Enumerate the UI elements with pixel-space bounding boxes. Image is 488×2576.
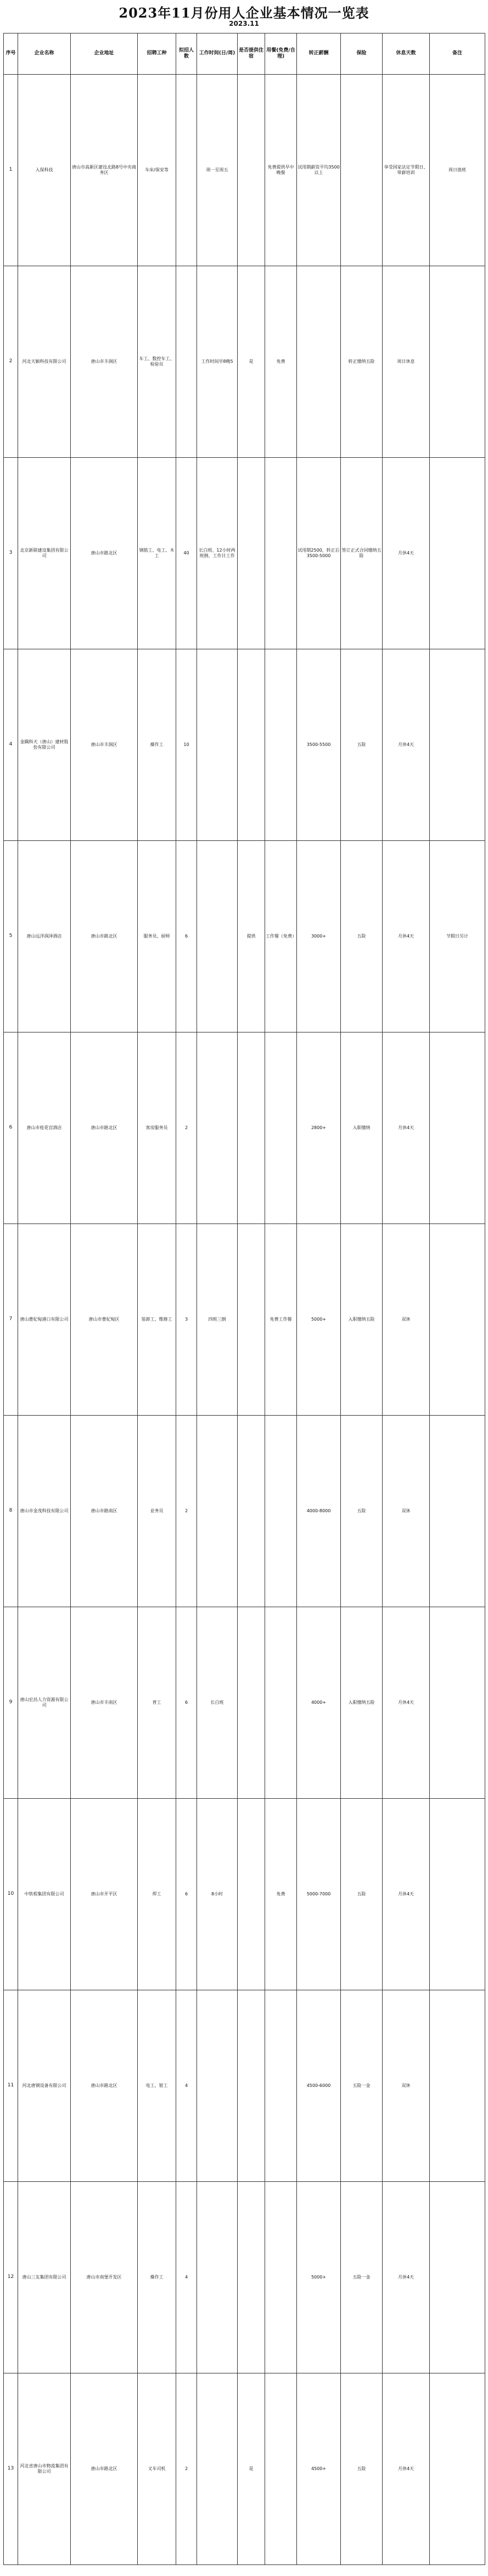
cell-seq: 13 xyxy=(4,2373,18,2565)
cell-address: 唐山市南堡开发区 xyxy=(71,2182,138,2373)
cell-job: 操作工 xyxy=(138,649,176,841)
cell-remark xyxy=(430,1224,485,1416)
cell-rest: 月休4天 xyxy=(383,2373,430,2565)
cell-meals xyxy=(265,2373,297,2565)
cell-hours xyxy=(197,2182,238,2373)
cell-job: 装卸工、维修工 xyxy=(138,1224,176,1416)
cell-remark xyxy=(430,266,485,458)
cell-seq: 8 xyxy=(4,1416,18,1607)
header-meals: 用餐(免费/自理) xyxy=(265,33,297,75)
cell-address: 唐山市路南区 xyxy=(71,1416,138,1607)
table-row xyxy=(4,75,485,266)
cell-insurance: 入职缴纳五险 xyxy=(341,1224,383,1416)
cell-count: 6 xyxy=(176,841,197,1032)
cell-meals xyxy=(265,2182,297,2373)
cell-count xyxy=(176,266,197,458)
cell-job: 服务员、厨师 xyxy=(138,841,176,1032)
cell-remark: 节假日另计 xyxy=(430,841,485,1032)
cell-remark xyxy=(430,1799,485,1990)
cell-count: 2 xyxy=(176,1416,197,1607)
cell-hours xyxy=(197,1032,238,1224)
cell-remark xyxy=(430,2373,485,2565)
cell-rest: 享受国家法定节假日、带薪培训 xyxy=(383,75,430,266)
cell-insurance: 五险 xyxy=(341,2373,383,2565)
cell-meals xyxy=(265,1607,297,1799)
cell-count: 4 xyxy=(176,2182,197,2373)
cell-address: 唐山市丰润区 xyxy=(71,266,138,458)
cell-seq: 4 xyxy=(4,649,18,841)
cell-hours xyxy=(197,2373,238,2565)
header-remark: 备注 xyxy=(430,33,485,75)
cell-hours: 长白班、12小时两班倒、工作日工作 xyxy=(197,458,238,649)
cell-remark xyxy=(430,649,485,841)
header-salary: 转正薪酬 xyxy=(297,33,341,75)
cell-count: 6 xyxy=(176,1799,197,1990)
cell-salary: 5000+ xyxy=(297,2182,341,2373)
cell-address: 唐山市路北区 xyxy=(71,1990,138,2182)
header-company: 企业名称 xyxy=(18,33,71,75)
cell-count: 4 xyxy=(176,1990,197,2182)
table-body xyxy=(4,75,485,2565)
cell-salary: 5000+ xyxy=(297,1224,341,1416)
header-insurance: 保险 xyxy=(341,33,383,75)
cell-lodging xyxy=(238,458,265,649)
cell-insurance: 五险一金 xyxy=(341,1990,383,2182)
cell-remark xyxy=(430,1607,485,1799)
cell-insurance xyxy=(341,75,383,266)
report-date: 2023.11 xyxy=(229,20,259,27)
cell-company: 唐山市桂花宫酒店 xyxy=(18,1032,71,1224)
cell-meals: 免费 xyxy=(265,266,297,458)
cell-insurance: 五险一金 xyxy=(341,2182,383,2373)
cell-address: 唐山市路北区 xyxy=(71,458,138,649)
cell-job: 叉车司机 xyxy=(138,2373,176,2565)
cell-insurance: 五险 xyxy=(341,1416,383,1607)
cell-insurance: 入职缴纳 xyxy=(341,1032,383,1224)
table-row xyxy=(4,1990,485,2182)
cell-count xyxy=(176,75,197,266)
cell-job: 电工、钳工 xyxy=(138,1990,176,2182)
cell-count: 3 xyxy=(176,1224,197,1416)
cell-company: 唐山宏昌人力资源有限公司 xyxy=(18,1607,71,1799)
cell-hours xyxy=(197,649,238,841)
cell-salary: 4500-6000 xyxy=(297,1990,341,2182)
cell-rest: 月休4天 xyxy=(383,2182,430,2373)
cell-salary: 4000-8000 xyxy=(297,1416,341,1607)
cell-address: 唐山市高新区建设北路8号中央商务区 xyxy=(71,75,138,266)
cell-seq: 1 xyxy=(4,75,18,266)
cell-rest: 双休 xyxy=(383,1416,430,1607)
cell-salary: 4000+ xyxy=(297,1607,341,1799)
cell-seq: 12 xyxy=(4,2182,18,2373)
cell-meals xyxy=(265,1990,297,2182)
cell-lodging xyxy=(238,1032,265,1224)
header-lodging: 是否提供住宿 xyxy=(238,33,265,75)
cell-lodging xyxy=(238,1799,265,1990)
cell-seq: 10 xyxy=(4,1799,18,1990)
cell-hours xyxy=(197,841,238,1032)
header-seq: 序号 xyxy=(4,33,18,75)
cell-address: 唐山市丰润区 xyxy=(71,649,138,841)
cell-salary: 4500+ xyxy=(297,2373,341,2565)
cell-hours: 8小时 xyxy=(197,1799,238,1990)
cell-company: 唐山市金茂科技有限公司 xyxy=(18,1416,71,1607)
cell-company: 河北天颖科技有限公司 xyxy=(18,266,71,458)
cell-rest: 月休4天 xyxy=(383,1032,430,1224)
cell-rest: 月休4天 xyxy=(383,649,430,841)
cell-meals xyxy=(265,458,297,649)
cell-meals: 免费提供早中晚餐 xyxy=(265,75,297,266)
cell-lodging: 是 xyxy=(238,266,265,458)
cell-lodging xyxy=(238,2182,265,2373)
cell-count: 6 xyxy=(176,1607,197,1799)
cell-hours: 周一至周五 xyxy=(197,75,238,266)
cell-meals: 免费 xyxy=(265,1799,297,1990)
cell-rest: 月休4天 xyxy=(383,458,430,649)
cell-job: 业务员 xyxy=(138,1416,176,1607)
cell-meals xyxy=(265,1416,297,1607)
cell-meals: 工作餐（免费） xyxy=(265,841,297,1032)
table-row xyxy=(4,649,485,841)
cell-seq: 11 xyxy=(4,1990,18,2182)
cell-job: 操作工 xyxy=(138,2182,176,2373)
cell-rest: 月休4天 xyxy=(383,1799,430,1990)
cell-salary: 2800+ xyxy=(297,1032,341,1224)
table-row xyxy=(4,841,485,1032)
cell-lodging xyxy=(238,1990,265,2182)
cell-address: 唐山市路北区 xyxy=(71,2373,138,2565)
cell-insurance: 五险 xyxy=(341,649,383,841)
cell-insurance: 五险 xyxy=(341,1799,383,1990)
table-row xyxy=(4,1607,485,1799)
cell-company: 河北唐钢设备有限公司 xyxy=(18,1990,71,2182)
cell-hours: 四班三倒 xyxy=(197,1224,238,1416)
cell-job: 客房服务员 xyxy=(138,1032,176,1224)
cell-remark xyxy=(430,458,485,649)
cell-company: 唐山三友集团有限公司 xyxy=(18,2182,71,2373)
cell-insurance: 五险 xyxy=(341,841,383,1032)
cell-count: 40 xyxy=(176,458,197,649)
cell-seq: 2 xyxy=(4,266,18,458)
table-header-row xyxy=(4,33,485,75)
cell-remark xyxy=(430,1032,485,1224)
cell-count: 2 xyxy=(176,1032,197,1224)
cell-address: 唐山市路北区 xyxy=(71,1032,138,1224)
cell-company: 金隅科天（唐山）建材股份有限公司 xyxy=(18,649,71,841)
cell-address: 唐山市开平区 xyxy=(71,1799,138,1990)
cell-salary xyxy=(297,266,341,458)
cell-address: 唐山市曹妃甸区 xyxy=(71,1224,138,1416)
cell-salary: 3500-5500 xyxy=(297,649,341,841)
cell-salary: 5000-7000 xyxy=(297,1799,341,1990)
cell-company: 入保科技 xyxy=(18,75,71,266)
cell-count: 2 xyxy=(176,2373,197,2565)
table-row xyxy=(4,266,485,458)
header-job: 招聘工种 xyxy=(138,33,176,75)
cell-seq: 3 xyxy=(4,458,18,649)
cell-rest: 双休 xyxy=(383,1224,430,1416)
cell-job: 车床/保安等 xyxy=(138,75,176,266)
cell-salary: 试用期薪资平均3500以上 xyxy=(297,75,341,266)
cell-remark xyxy=(430,1416,485,1607)
cell-job: 普工 xyxy=(138,1607,176,1799)
cell-job: 焊工 xyxy=(138,1799,176,1990)
cell-salary: 试用期2500，转正后3500-5000 xyxy=(297,458,341,649)
page-title: 2023年11月份用人企业基本情况一览表 xyxy=(119,5,369,21)
cell-rest: 周日休息 xyxy=(383,266,430,458)
cell-company: 中铁程集团有限公司 xyxy=(18,1799,71,1990)
cell-lodging xyxy=(238,75,265,266)
cell-seq: 5 xyxy=(4,841,18,1032)
cell-meals xyxy=(265,1032,297,1224)
cell-remark: 周日值班 xyxy=(430,75,485,266)
cell-lodging: 提供 xyxy=(238,841,265,1032)
table-row xyxy=(4,1799,485,1990)
cell-hours xyxy=(197,1416,238,1607)
cell-rest: 月休4天 xyxy=(383,841,430,1032)
cell-seq: 6 xyxy=(4,1032,18,1224)
cell-hours: 工作时间早8晚5 xyxy=(197,266,238,458)
cell-company: 唐山曹妃甸港口有限公司 xyxy=(18,1224,71,1416)
header-address: 企业地址 xyxy=(71,33,138,75)
cell-lodging xyxy=(238,1416,265,1607)
cell-meals xyxy=(265,649,297,841)
cell-meals: 免费工作餐 xyxy=(265,1224,297,1416)
table-row xyxy=(4,2373,485,2565)
employer-table xyxy=(3,33,485,2565)
cell-company: 河北省唐山市物流集团有限公司 xyxy=(18,2373,71,2565)
cell-remark xyxy=(430,2182,485,2373)
cell-job: 车工、数控车工、检验员 xyxy=(138,266,176,458)
header-count: 拟招人数 xyxy=(176,33,197,75)
table-row xyxy=(4,1416,485,1607)
cell-insurance: 入职缴纳五险 xyxy=(341,1607,383,1799)
table-row xyxy=(4,1032,485,1224)
header-hours: 工作时间(日/周) xyxy=(197,33,238,75)
cell-salary: 3000+ xyxy=(297,841,341,1032)
cell-remark xyxy=(430,1990,485,2182)
cell-job: 钢筋工、电工、木工 xyxy=(138,458,176,649)
cell-address: 唐山市路北区 xyxy=(71,841,138,1032)
cell-company: 北京新联建设集团有限公司 xyxy=(18,458,71,649)
cell-insurance: 签订正式合同缴纳五险 xyxy=(341,458,383,649)
cell-hours xyxy=(197,1990,238,2182)
cell-lodging xyxy=(238,1607,265,1799)
cell-seq: 9 xyxy=(4,1607,18,1799)
cell-hours: 长白班 xyxy=(197,1607,238,1799)
table-row xyxy=(4,1224,485,1416)
cell-count: 10 xyxy=(176,649,197,841)
table-row xyxy=(4,458,485,649)
cell-lodging xyxy=(238,649,265,841)
cell-lodging: 是 xyxy=(238,2373,265,2565)
table-row xyxy=(4,2182,485,2373)
cell-rest: 月休4天 xyxy=(383,1607,430,1799)
cell-company: 唐山远洋润泽酒店 xyxy=(18,841,71,1032)
cell-lodging xyxy=(238,1224,265,1416)
cell-address: 唐山市丰南区 xyxy=(71,1607,138,1799)
cell-seq: 7 xyxy=(4,1224,18,1416)
cell-insurance: 转正缴纳五险 xyxy=(341,266,383,458)
cell-rest: 双休 xyxy=(383,1990,430,2182)
header-rest: 休息天数 xyxy=(383,33,430,75)
